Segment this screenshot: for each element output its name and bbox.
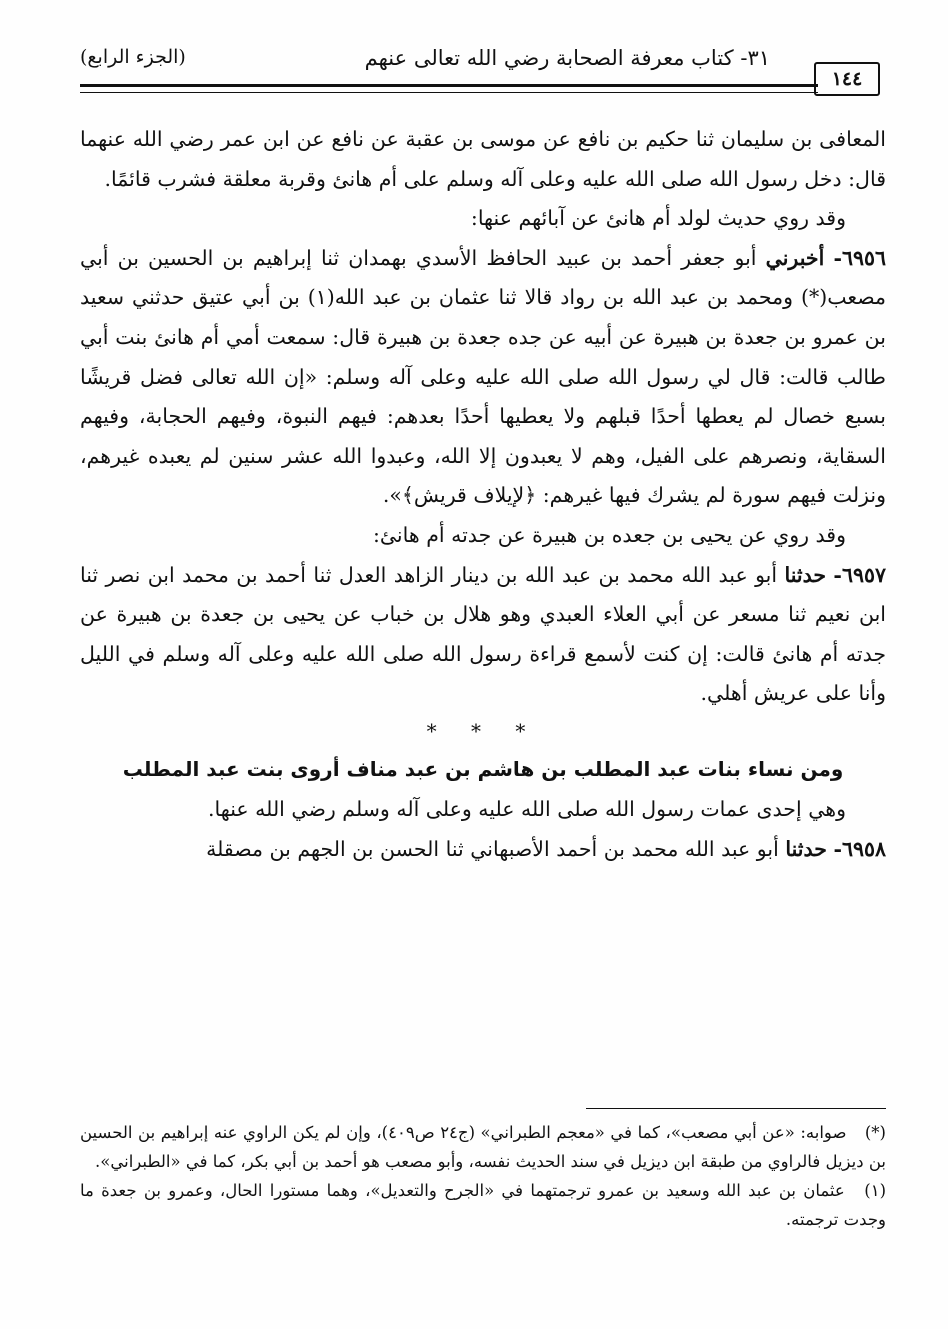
hadith-text: أبو جعفر أحمد بن عبيد الحافظ الأسدي بهمدان ثنا إبراهيم بن الحسين بن أبي مصعب(*) ومحمد بن عبد الله بن رواد قالا ثنا عثمان بن عبد الله(١) بن أبي عتيق حدثني سعيد بن عمرو بن جعدة بن هبيرة عن أبيه عن جده جعدة بن هبيرة قال: سمعت أمي أم هانئ بنت أبي طالب قالت: قال لي رسول الله صلى الله عليه وعلى آله وسلم: «إن الله تعالى فضل قريشًا بسبع خصال لم يعطها أحدًا قبلهم ولا يعطيها أحدًا بعدهم: فيهم النبوة، وفيهم الحجابة، وفيهم السقاية، ونصرهم على الفيل، وهم لا يعبدون إلا الله، وعبدوا الله عشر سنين لم يعبده غيرهم، ونزلت فيهم سورة لم يشرك فيها غيرهم: ﴿لإيلاف قريش﴾». bbox=[80, 245, 886, 508]
hadith-verb: حدثنا bbox=[785, 836, 827, 861]
paragraph-intro-6956: وقد روي حديث لولد أم هانئ عن آبائهم عنها: bbox=[470, 206, 846, 231]
page-number: ١٤٤ bbox=[814, 62, 880, 96]
hadith-number: ٦٩٥٨- bbox=[833, 836, 886, 861]
hadith-number: ٦٩٥٦- bbox=[833, 245, 886, 270]
footnote-marker: (*) bbox=[864, 1123, 886, 1142]
page-header bbox=[80, 40, 880, 104]
volume-label: (الجزء الرابع) bbox=[80, 46, 186, 68]
section-heading: ومن نساء بنات عبد المطلب بن هاشم بن عبد مناف أروى بنت عبد المطلب bbox=[122, 756, 844, 781]
footnote-1 bbox=[80, 1176, 886, 1234]
footnote-marker: (١) bbox=[864, 1181, 887, 1200]
main-text bbox=[80, 120, 886, 869]
footnote-text: عثمان بن عبد الله وسعيد بن عمرو ترجمتهما في «الجرح والتعديل»، وهما مستورا الحال، وعمرو بن جعدة ما وجدت ترجمته. bbox=[80, 1181, 886, 1229]
hadith-verb: أخبرني bbox=[765, 245, 825, 270]
footnote-text: صوابه: «عن أبي مصعب»، كما في «معجم الطبراني» (ج٢٤ ص٤٠٩)، وإن لم يكن الراوي عنه إبراهيم بن الحسين بن ديزيل فالراوي من طبقة ابن ديزيل في سند الحديث نفسه، وأبو مصعب هو أحمد بن أبي بكر، كما في «الطبراني». bbox=[80, 1123, 886, 1171]
footnote-star bbox=[80, 1118, 886, 1176]
footnotes bbox=[80, 1118, 886, 1234]
hadith-6956 bbox=[80, 239, 886, 516]
hadith-text: أبو عبد الله محمد بن عبد الله بن دينار الزاهد العدل ثنا أحمد بن محمد ابن نصر ثنا ابن نعيم ثنا مسعر عن أبي العلاء العبدي وهو هلال بن خباب عن يحيى بن جعدة بن هبيرة عن جدته أم هانئ قالت: إن كنت لأسمع قراءة رسول الله صلى الله عليه وعلى آله وسلم في الليل وأنا على عريش أهلي. bbox=[80, 562, 886, 706]
section-divider-stars: * * * bbox=[426, 718, 540, 743]
hadith-number: ٦٩٥٧- bbox=[833, 562, 886, 587]
header-rule-thick bbox=[80, 84, 818, 87]
running-title: ٣١- كتاب معرفة الصحابة رضي الله تعالى عنهم bbox=[364, 46, 770, 70]
paragraph-continuation: المعافى بن سليمان ثنا حكيم بن نافع عن موسى بن عقبة عن نافع عن ابن عمر رضي الله عنهما قال: دخل رسول الله صلى الله عليه وعلى آله وسلم على أم هانئ وقربة معلقة فشرب قائمًا. bbox=[80, 127, 886, 191]
paragraph-intro-6957: وقد روي عن يحيى بن جعده بن هبيرة عن جدته أم هانئ: bbox=[372, 522, 846, 547]
footnote-rule bbox=[586, 1108, 886, 1109]
hadith-6958 bbox=[80, 830, 886, 870]
hadith-6957 bbox=[80, 556, 886, 714]
hadith-text: أبو عبد الله محمد بن أحمد الأصبهاني ثنا الحسن بن الجهم بن مصقلة bbox=[206, 836, 779, 861]
paragraph-section-intro: وهي إحدى عمات رسول الله صلى الله عليه وعلى آله وسلم رضي الله عنها. bbox=[208, 796, 846, 821]
header-rule-thin bbox=[80, 92, 818, 93]
hadith-verb: حدثنا bbox=[784, 562, 827, 587]
